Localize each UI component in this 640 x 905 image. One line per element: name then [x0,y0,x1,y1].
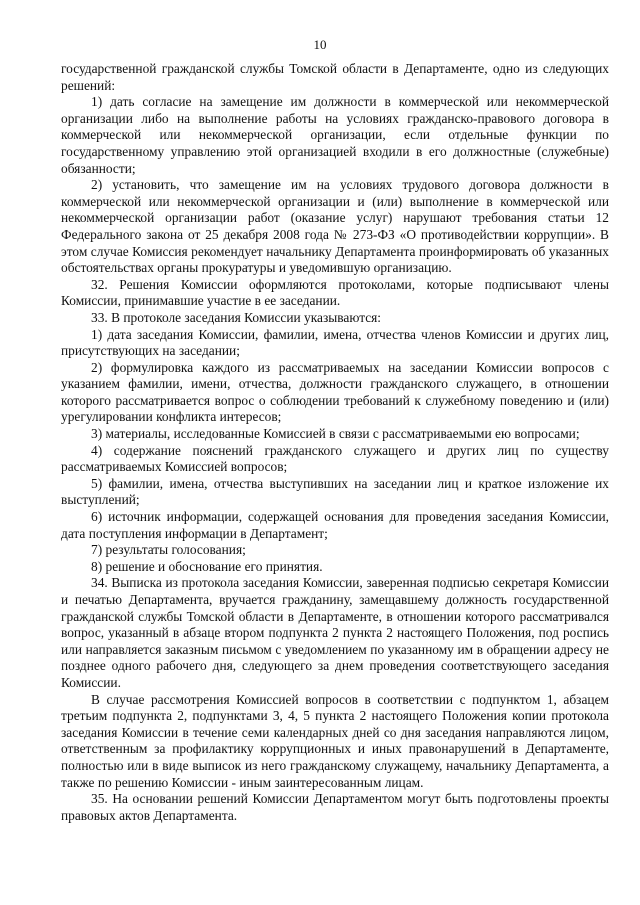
paragraph: 3) материалы, исследованные Комиссией в связи с рассматриваемыми ею вопросами; [91,426,580,442]
paragraph: 35. На основании решений Комиссии Департаментом могут быть подготовлены проекты правовых актов Департамента. [61,791,609,823]
body-text [61,61,609,824]
paragraph: 6) источник информации, содержащей основания для проведения заседания Комиссии, дата поступления информации в Департамент; [61,509,609,541]
paragraph: 1) дата заседания Комиссии, фамилии, имена, отчества членов Комиссии и других лиц, присутствующих на заседании; [61,326,609,359]
paragraph: 5) фамилии, имена, отчества выступивших на заседании лиц и краткое изложение их выступлений; [61,475,609,508]
paragraph: государственной гражданской службы Томской области в Департаменте, одно из следующих решений: [61,61,609,93]
paragraph: 4) содержание пояснений гражданского служащего и других лиц по существу рассматриваемых Комиссией вопросов; [61,442,609,475]
paragraph: 2) формулировка каждого из рассматриваемых на заседании Комиссии вопросов с указанием фамилии, имени, отчества, должности гражданского служащего, в отношении которого рассматривается вопрос о соблюдении требований к служебному поведению и (или) урегулировании конфликта интересов; [61,359,609,425]
page-number: 10 [313,37,327,52]
paragraph: 32. Решения Комиссии оформляются протоколами, которые подписывают члены Комиссии, принимавшие участие в ее заседании. [61,276,609,309]
paragraph: 2) установить, что замещение им на условиях трудового договора должности в коммерческой или некоммерческой организации и (или) выполнение в коммерческой или некоммерческой организации работ (оказание услуг) нарушают требования статьи 12 Федерального закона от 25 декабря 2008 года № 273-ФЗ «О противодействии коррупции». В этом случае Комиссия рекомендует начальнику Департамента проинформировать об указанных обстоятельствах органы прокуратуры и уведомившую организацию. [61,177,609,276]
paragraph: 8) решение и обоснование его принятия. [91,558,323,574]
paragraph: 7) результаты голосования; [91,542,246,558]
paragraph: В случае рассмотрения Комиссией вопросов в соответствии с подпунктом 1, абзацем третьим подпункта 2, подпунктами 3, 4, 5 пункта 2 настоящего Положения копии протокола заседания Комиссии в течение семи календарных дней со дня заседания направляются лицом, ответственным за профилактику коррупционных и иных правонарушений в Департаменте, полностью или в виде выписок из него гражданскому служащему, начальнику Департамента, а также по решению Комиссии - иным заинтересованным лицам. [61,691,609,790]
paragraph: 34. Выписка из протокола заседания Комиссии, заверенная подписью секретаря Комиссии и печатью Департамента, вручается гражданину, замещавшему должность государственной гражданской службы Томской области в Департаменте, в отношении которого рассматривался вопрос, указанный в абзаце втором подпункта 2 пункта 2 настоящего Положения, под роспись или направляется заказным письмом с уведомлением по указанному им в обращении адресу не позднее одного рабочего дня, следующего за днем проведения соответствующего заседания Комиссии. [61,575,609,690]
paragraph: 1) дать согласие на замещение им должности в коммерческой или некоммерческой организации либо на выполнение работы на условиях гражданско-правового договора в коммерческой или некоммерческой организации, если отдельные функции по государственному управлению этой организацией входили в его должностные (служебные) обязанности; [61,94,609,176]
paragraph: 33. В протоколе заседания Комиссии указываются: [91,309,382,325]
